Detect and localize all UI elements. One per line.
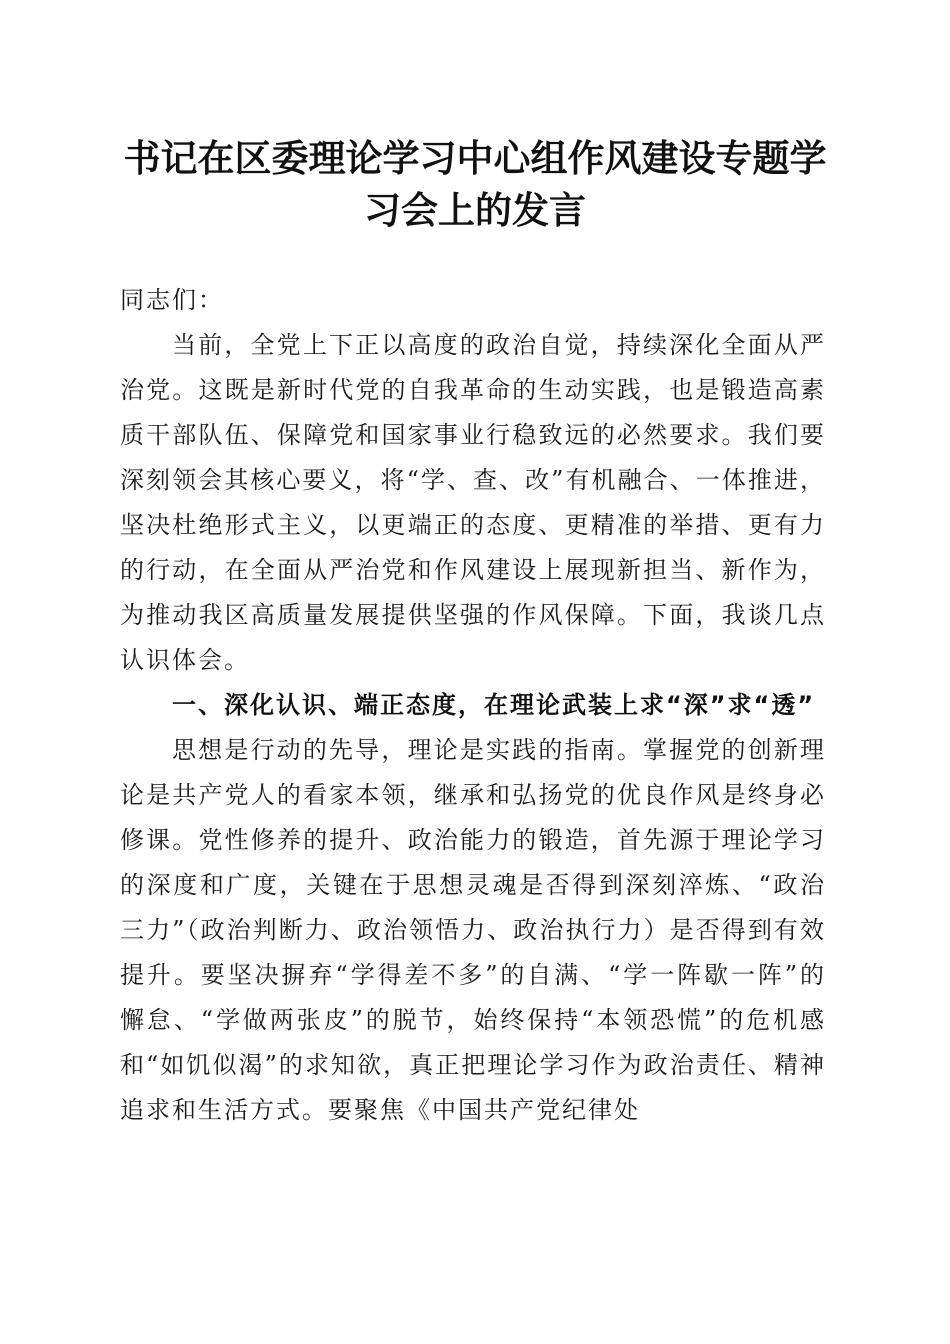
paragraph-section-1: 思想是行动的先导，理论是实践的指南。掌握党的创新理论是共产党人的看家本领，继承和弘扬党的优良作风是终身必修课。党性修养的提升、政治能力的锻造，首先源于理论学习的深度和广度，关键在于思想灵魂是否得到深刻淬炼、“政治三力”（政治判断力、政治领悟力、政治执行力）是否得到有效提升。要坚决摒弃“学得差不多”的自满、“学一阵歇一阵”的懈怠、“学做两张皮”的脱节，始终保持“本领恐慌”的危机感和“如饥似渴”的求知欲，真正把理论学习作为政治责任、精神追求和生活方式。要聚焦《中国共产党纪律处	[120, 736, 826, 1124]
paragraph-intro: 当前，全党上下正以高度的政治自觉，持续深化全面从严治党。这既是新时代党的自我革命的生动实践，也是锻造高素质干部队伍、保障党和国家事业行稳致远的必然要求。我们要深刻领会其核心要义，将“学、查、改”有机融合、一体推进，坚决杜绝形式主义，以更端正的态度、更精准的举措、更有力的行动，在全面从严治党和作风建设上展现新担当、新作为，为推动我区高质量发展提供坚强的作风保障。下面，我谈几点认识体会。	[120, 331, 826, 674]
salutation: 同志们：	[120, 286, 224, 314]
document-title: 书记在区委理论学习中心组作风建设专题学习会上的发言	[123, 136, 827, 232]
document-body	[120, 278, 826, 1133]
section-heading-1: 一、深化认识、端正态度，在理论武装上求“深”求“透”	[172, 691, 816, 719]
